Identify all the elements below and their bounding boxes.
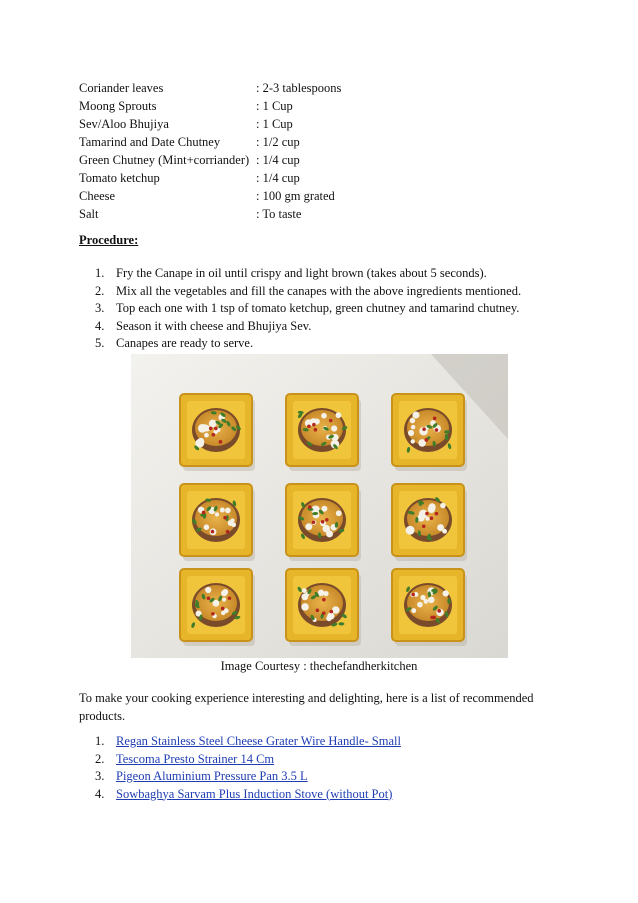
step-text: Top each one with 1 tsp of tomato ketchup, green chutney and tamarind chutney. <box>116 301 520 315</box>
ingredient-row <box>79 79 479 97</box>
ingredient-name: Cheese <box>79 189 116 203</box>
link-number: 3. <box>95 769 105 783</box>
canape <box>392 569 467 646</box>
list-item <box>95 751 615 769</box>
canape <box>180 569 255 646</box>
canape <box>392 484 467 561</box>
step-number: 1. <box>95 266 105 280</box>
step-number: 5. <box>95 336 105 350</box>
ingredient-name: Tamarind and Date Chutney <box>79 135 221 149</box>
image-caption: Image Courtesy : thechefandherkitchen <box>220 659 418 673</box>
canape-photo <box>131 354 508 658</box>
canape <box>286 569 361 646</box>
recommend-intro: To make your cooking experience interesting and delighting, here is a list of recommended products. <box>79 691 534 723</box>
list-item <box>95 265 615 283</box>
step-number: 3. <box>95 301 105 315</box>
step-number: 4. <box>95 318 105 333</box>
step-text: Fry the Canape in oil until crispy and light brown (takes about 5 seconds). <box>116 266 487 280</box>
ingredient-row <box>79 169 479 187</box>
ingredient-row <box>79 133 479 151</box>
ingredient-quantity: : 1/2 cup <box>256 135 300 149</box>
step-text: Canapes are ready to serve. <box>116 336 254 350</box>
ingredient-quantity: : 1 Cup <box>256 117 293 131</box>
canape <box>180 484 255 561</box>
ingredient-name: Sev/Aloo Bhujiya <box>79 117 169 131</box>
product-link-induction-stove[interactable]: Sowbaghya Sarvam Plus Induction Stove (without Pot) <box>116 786 393 801</box>
link-number: 1. <box>95 734 105 748</box>
list-item <box>95 335 615 353</box>
product-link-grater[interactable]: Regan Stainless Steel Cheese Grater Wire Handle- Small <box>116 734 401 748</box>
ingredient-name: Tomato ketchup <box>79 171 160 185</box>
ingredient-name: Moong Sprouts <box>79 99 157 113</box>
list-item <box>95 300 615 318</box>
canape-photo-illustration <box>131 354 508 658</box>
procedure-heading: Procedure: <box>79 233 139 247</box>
ingredient-quantity: : 1 Cup <box>256 99 293 113</box>
product-link-pressure-pan[interactable]: Pigeon Aluminium Pressure Pan 3.5 L <box>116 769 308 783</box>
procedure-steps <box>95 265 615 353</box>
canape <box>392 394 467 471</box>
list-item <box>95 768 615 786</box>
step-text: Season it with cheese and Bhujiya Sev. <box>116 318 312 333</box>
canape <box>286 484 361 561</box>
step-number: 2. <box>95 283 105 298</box>
product-link-strainer[interactable]: Tescoma Presto Strainer 14 Cm <box>116 751 275 766</box>
ingredient-row <box>79 205 479 223</box>
step-text: Mix all the vegetables and fill the canapes with the above ingredients mentioned. <box>116 283 522 298</box>
ingredients-list <box>79 79 479 223</box>
ingredient-row <box>79 187 479 205</box>
list-item <box>95 733 615 751</box>
ingredient-quantity: : 1/4 cup <box>256 171 300 185</box>
list-item <box>95 318 615 336</box>
list-item <box>95 283 615 301</box>
ingredient-quantity: : 100 gm grated <box>256 189 335 203</box>
canape <box>180 394 255 471</box>
ingredient-row <box>79 151 479 169</box>
canape <box>286 394 361 471</box>
ingredient-quantity: : 1/4 cup <box>256 153 300 167</box>
link-number: 2. <box>95 751 105 766</box>
link-number: 4. <box>95 786 105 801</box>
ingredient-name: Coriander leaves <box>79 81 164 95</box>
ingredient-quantity: : 2-3 tablespoons <box>256 81 342 95</box>
list-item <box>95 786 615 804</box>
product-links <box>95 733 615 803</box>
ingredient-name: Green Chutney (Mint+corriander) <box>79 153 250 167</box>
ingredient-name: Salt <box>79 207 99 221</box>
ingredient-quantity: : To taste <box>256 207 302 221</box>
ingredient-row <box>79 97 479 115</box>
ingredient-row <box>79 115 479 133</box>
